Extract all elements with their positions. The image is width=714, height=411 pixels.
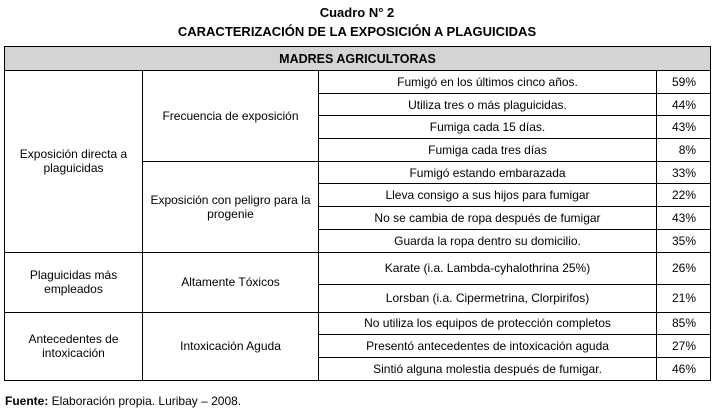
description-cell: Fumigó en los últimos cinco años. [319, 71, 657, 94]
description-cell: Sintió alguna molestia después de fumigar. [319, 357, 657, 380]
table-title: CARACTERIZACIÓN DE LA EXPOSICIÓN A PLAGUICIDAS [177, 24, 537, 39]
exposure-table [4, 46, 711, 381]
description-cell: Guarda la ropa dentro su domicilio. [319, 229, 657, 252]
percent-cell: 35% [657, 229, 711, 252]
category-cell: Exposición directa a plaguicidas [5, 71, 143, 253]
table-row [5, 71, 711, 94]
description-cell: No se cambia de ropa después de fumigar [319, 207, 657, 230]
description-cell: Karate (i.a. Lambda-cyhalothrina 25%) [319, 252, 657, 284]
subgroup-cell: Intoxicación Aguda [143, 312, 319, 380]
description-cell: Lorsban (i.a. Cipermetrina, Clorpirifos) [319, 284, 657, 312]
subgroup-cell: Altamente Tóxicos [143, 252, 319, 312]
table-row [5, 312, 711, 335]
percent-cell: 21% [657, 284, 711, 312]
source-text: Elaboración propia. Luribay – 2008. [48, 394, 242, 408]
subgroup-cell: Frecuencia de exposición [143, 71, 319, 162]
table-number: Cuadro N° 2 [319, 5, 395, 20]
percent-cell: 26% [657, 252, 711, 284]
description-cell: No utiliza los equipos de protección completos [319, 312, 657, 335]
source-note [5, 394, 241, 408]
description-cell: Presentó antecedentes de intoxicación aguda [319, 335, 657, 358]
percent-cell: 85% [657, 312, 711, 335]
percent-cell: 33% [657, 161, 711, 184]
percent-cell: 59% [657, 71, 711, 94]
percent-cell: 22% [657, 184, 711, 207]
subgroup-cell: Exposición con peligro para la progenie [143, 161, 319, 252]
table-row [5, 252, 711, 284]
description-cell: Fumiga cada tres días [319, 139, 657, 162]
category-cell: Antecedentes de intoxicación [5, 312, 143, 380]
description-cell: Utiliza tres o más plaguicidas. [319, 93, 657, 116]
description-cell: Lleva consigo a sus hijos para fumigar [319, 184, 657, 207]
description-cell: Fumigó estando embarazada [319, 161, 657, 184]
percent-cell: 8% [657, 139, 711, 162]
table-header-cell: MADRES AGRICULTORAS [5, 47, 711, 71]
percent-cell: 43% [657, 116, 711, 139]
percent-cell: 44% [657, 93, 711, 116]
percent-cell: 27% [657, 335, 711, 358]
description-cell: Fumiga cada 15 días. [319, 116, 657, 139]
source-label: Fuente: [5, 394, 49, 408]
percent-cell: 46% [657, 357, 711, 380]
percent-cell: 43% [657, 207, 711, 230]
table-header-row [5, 47, 711, 71]
category-cell: Plaguicidas más empleados [5, 252, 143, 312]
